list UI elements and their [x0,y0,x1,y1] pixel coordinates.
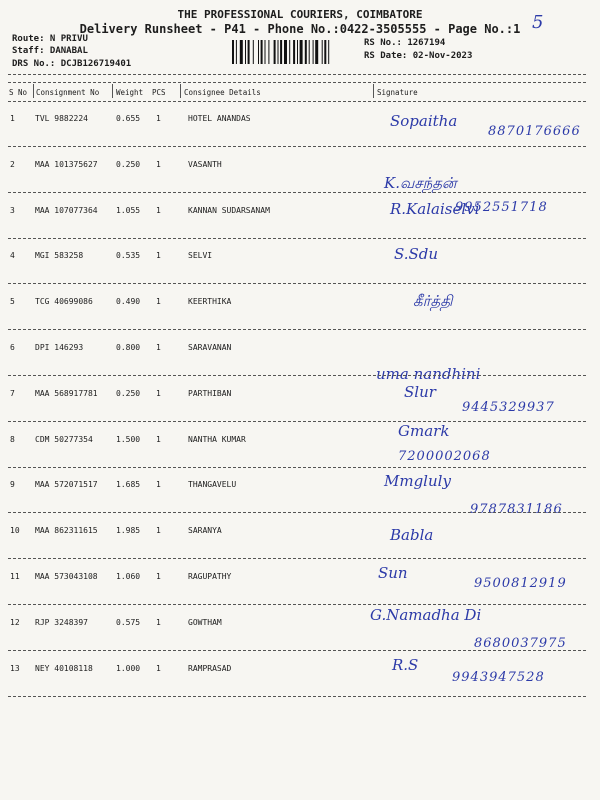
col-header-sno: S No [9,88,28,97]
signature-name: uma nandhini [376,365,481,383]
runsheet-title: Delivery Runsheet - P41 - Phone No.:0422-3505555 - Page No.:1 [79,22,521,36]
row-consignment-no: MAA 101375627 [35,159,98,169]
row-weight: 0.655 [116,114,141,123]
row-consignee: RAGUPATHY [188,572,232,581]
header-divider [8,101,586,102]
row-consignment-no: MAA 572071517 [35,480,98,490]
signature-name: Gmark [398,421,450,440]
page-mark-icon [528,10,558,34]
col-header-consignee: Consignee Details [184,88,261,97]
row-consignee: PARTHIBAN [188,388,232,398]
signature-phone: 9952551718 [455,199,548,215]
barcode-bar [300,40,303,64]
row-weight: 1.685 [116,480,141,490]
row-consignee: RAMPRASAD [188,663,232,673]
row-consignment-no: NEY 40108118 [35,663,93,673]
signature-name: S.Sdu [394,245,439,264]
signature-name: K.வசந்தன் [384,173,457,192]
row-weight: 0.535 [116,251,141,261]
row-weight: 0.250 [116,159,141,169]
signature-name: R.Kalaiselvi [390,199,480,218]
row-sno: 8 [10,434,15,444]
barcode-bar [268,40,269,64]
col-header-weight: Weight [116,88,144,97]
row-sno: 9 [10,480,15,490]
row-pcs: 1 [156,526,161,536]
signature-name: Sun [378,564,408,582]
barcode-bar [297,40,298,64]
row-pcs: 1 [156,251,161,261]
barcode-image [230,40,360,64]
signature-phone: 7200002068 [398,448,491,464]
barcode-bar [324,40,326,64]
header-divider [8,74,586,75]
row-pcs: 1 [156,159,161,169]
barcode-bar [328,40,329,64]
row-pcs: 1 [156,572,161,581]
barcode-bar [265,40,266,64]
signature-phone: 9787831186 [470,502,563,518]
row-consignee: KANNAN SUDARSANAM [188,205,270,215]
barcode-bar [284,40,287,64]
barcode-bar [258,40,259,64]
barcode-bar [261,40,263,64]
barcode-bar [280,40,282,64]
barcode-bar [313,40,314,64]
row-weight: 1.060 [116,572,141,581]
row-consignment-no: MAA 862311615 [35,526,98,536]
barcode-bar [305,40,307,64]
row-consignee: SARANYA [188,526,222,536]
signature-phone: 8680037975 [474,635,567,651]
barcode-bar [293,40,295,64]
barcode-bar [236,40,237,64]
row-sno: 3 [10,205,15,215]
row-pcs: 1 [156,297,161,307]
row-consignment-no: MGI 583258 [35,251,84,261]
barcode-bar [245,40,246,64]
row-sno: 6 [10,343,15,352]
signature-phone: 8870176666 [488,124,581,139]
row-weight: 0.800 [116,343,141,352]
row-weight: 0.575 [116,617,141,627]
row-consignee: VASANTH [188,159,222,169]
row-consignment-no: MAA 573043108 [35,572,98,581]
col-header-signature: Signature [377,88,418,97]
barcode-bar [253,40,254,64]
col-header-consignment: Consignment No [36,88,100,97]
row-sno: 12 [10,617,20,627]
row-weight: 1.055 [116,205,141,215]
barcode-bar [278,40,279,64]
row-sno: 4 [10,251,15,261]
row-divider [8,329,586,330]
barcode-bar [289,40,290,64]
row-consignee: HOTEL ANANDAS [188,114,251,123]
row-sno: 5 [10,297,15,307]
row-consignee: THANGAVELU [188,480,237,490]
col-separator [373,84,374,98]
rs-date: RS Date: 02-Nov-2023 [364,51,473,61]
rs-number: RS No.: 1267194 [364,38,446,48]
col-separator [33,84,34,98]
row-divider [8,558,586,559]
row-pcs: 1 [156,434,161,444]
row-consignment-no: MAA 107077364 [35,205,98,215]
col-header-pcs: PCS [152,88,166,97]
row-divider [8,650,586,651]
col-separator [112,84,113,98]
route-label: Route: N PRIVU [12,34,88,44]
row-consignment-no: TCG 40699086 [35,297,93,307]
row-sno: 1 [10,114,15,123]
row-divider [8,467,586,468]
row-sno: 10 [10,526,20,536]
row-consignee: KEERTHIKA [188,297,232,307]
drs-number: DRS No.: DCJB126719401 [12,59,132,69]
row-consignee: SELVI [188,251,213,261]
row-pcs: 1 [156,617,161,627]
row-consignee: SARAVANAN [188,343,232,352]
signature-name: Mmgluly [384,472,451,491]
row-sno: 13 [10,663,20,673]
company-title: THE PROFESSIONAL COURIERS, COIMBATORE [177,8,423,21]
signature-name: R.S [392,655,419,674]
signature-name: G.Namadha Di [370,605,482,624]
row-consignee: NANTHA KUMAR [188,434,246,444]
row-weight: 1.985 [116,526,141,536]
row-consignment-no: RJP 3248397 [35,617,88,627]
barcode-bar [274,40,276,64]
signature-name: கீர்த்தி [413,292,453,311]
col-separator [180,84,181,98]
row-pcs: 1 [156,480,161,490]
row-consignment-no: MAA 568917781 [35,388,98,398]
header-divider [8,82,586,83]
row-divider [8,512,586,513]
row-divider [8,604,586,605]
row-weight: 0.250 [116,388,141,398]
signature-name: Babla [390,526,434,545]
row-consignment-no: DPI 146293 [35,343,84,352]
barcode-bar [309,40,310,64]
row-divider [8,192,586,193]
row-pcs: 1 [156,343,161,352]
row-pcs: 1 [156,114,161,123]
page-mark-text: 5 [532,12,544,33]
signature-name: Slur [404,382,436,401]
row-pcs: 1 [156,388,161,398]
row-sno: 2 [10,159,15,169]
barcode-bar [240,40,243,64]
signature-phone: 9943947528 [452,669,545,685]
row-pcs: 1 [156,205,161,215]
barcode-bar [322,40,323,64]
row-consignment-no: TVL 9882224 [35,114,88,123]
row-weight: 1.500 [116,434,141,444]
barcode-bar [232,40,234,64]
signature-phone: 9445329937 [462,399,555,415]
row-divider [8,146,586,147]
row-sno: 11 [10,572,20,581]
row-divider [8,375,586,376]
barcode-bar [315,40,318,64]
signature-name: Sopaitha [390,112,458,130]
row-divider [8,421,586,422]
signature-phone: 9500812919 [474,576,567,591]
row-consignment-no: CDM 50277354 [35,434,93,444]
row-weight: 1.000 [116,663,141,673]
row-divider [8,238,586,239]
row-sno: 7 [10,388,15,398]
row-divider [8,283,586,284]
row-consignee: GOWTHAM [188,617,222,627]
row-weight: 0.490 [116,297,141,307]
barcode-bar [248,40,250,64]
row-pcs: 1 [156,663,161,673]
row-divider [8,696,586,697]
staff-label: Staff: DANABAL [12,46,88,56]
